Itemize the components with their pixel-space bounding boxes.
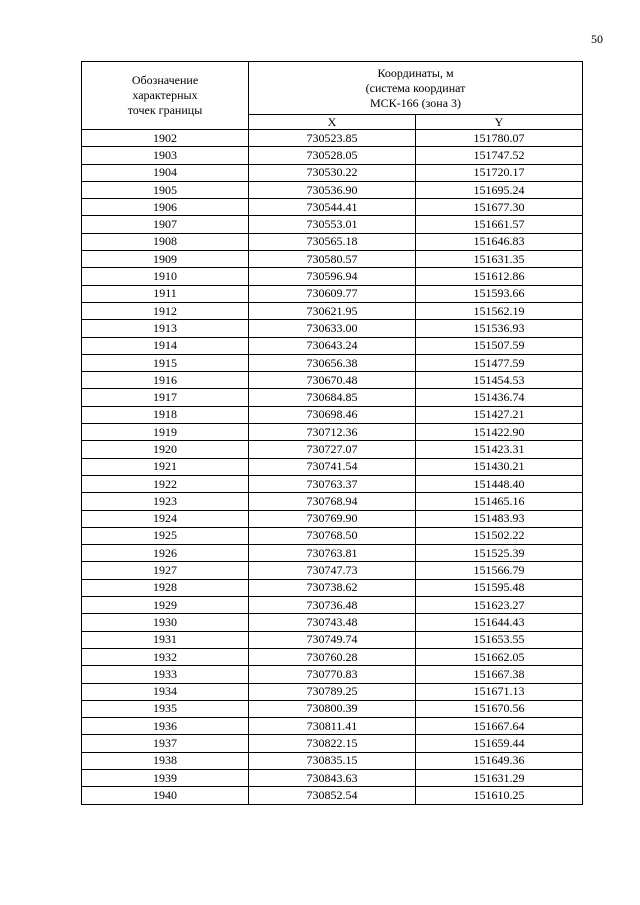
y-coordinate-cell: 151422.90 <box>416 424 583 441</box>
y-coordinate-cell: 151427.21 <box>416 406 583 423</box>
x-coordinate-cell: 730822.15 <box>249 735 416 752</box>
y-coordinate-cell: 151448.40 <box>416 475 583 492</box>
y-coordinate-cell: 151747.52 <box>416 147 583 164</box>
table-row <box>82 787 583 804</box>
point-id-cell: 1909 <box>82 251 249 268</box>
y-coordinate-cell: 151502.22 <box>416 527 583 544</box>
point-id-cell: 1934 <box>82 683 249 700</box>
point-id-cell: 1915 <box>82 354 249 371</box>
point-id-cell: 1919 <box>82 424 249 441</box>
x-coordinate-cell: 730621.95 <box>249 302 416 319</box>
y-coordinate-cell: 151649.36 <box>416 752 583 769</box>
x-coordinate-cell: 730743.48 <box>249 614 416 631</box>
y-coordinate-cell: 151612.86 <box>416 268 583 285</box>
table-row <box>82 441 583 458</box>
point-id-cell: 1917 <box>82 389 249 406</box>
header-points-cell <box>82 62 249 130</box>
x-coordinate-cell: 730580.57 <box>249 251 416 268</box>
point-id-cell: 1913 <box>82 320 249 337</box>
table-row <box>82 631 583 648</box>
table-row <box>82 597 583 614</box>
point-id-cell: 1910 <box>82 268 249 285</box>
x-coordinate-cell: 730643.24 <box>249 337 416 354</box>
y-coordinate-cell: 151423.31 <box>416 441 583 458</box>
point-id-cell: 1935 <box>82 700 249 717</box>
table-row <box>82 769 583 786</box>
x-coordinate-cell: 730769.90 <box>249 510 416 527</box>
point-id-cell: 1936 <box>82 718 249 735</box>
y-coordinate-cell: 151720.17 <box>416 164 583 181</box>
x-coordinate-cell: 730789.25 <box>249 683 416 700</box>
x-coordinate-cell: 730747.73 <box>249 562 416 579</box>
table-row <box>82 752 583 769</box>
table-row <box>82 181 583 198</box>
y-coordinate-cell: 151667.38 <box>416 666 583 683</box>
table-row <box>82 475 583 492</box>
point-id-cell: 1905 <box>82 181 249 198</box>
table-row <box>82 683 583 700</box>
y-coordinate-cell: 151566.79 <box>416 562 583 579</box>
point-id-cell: 1916 <box>82 372 249 389</box>
point-id-cell: 1918 <box>82 406 249 423</box>
table-body <box>82 130 583 805</box>
y-coordinate-cell: 151661.57 <box>416 216 583 233</box>
table-row <box>82 302 583 319</box>
x-coordinate-cell: 730741.54 <box>249 458 416 475</box>
table-row <box>82 216 583 233</box>
y-coordinate-cell: 151631.29 <box>416 769 583 786</box>
point-id-cell: 1920 <box>82 441 249 458</box>
table-row <box>82 164 583 181</box>
y-coordinate-cell: 151483.93 <box>416 510 583 527</box>
table-row <box>82 735 583 752</box>
point-id-cell: 1933 <box>82 666 249 683</box>
y-coordinate-cell: 151525.39 <box>416 545 583 562</box>
y-coordinate-cell: 151662.05 <box>416 648 583 665</box>
table-row <box>82 666 583 683</box>
y-coordinate-cell: 151646.83 <box>416 233 583 250</box>
y-coordinate-cell: 151595.48 <box>416 579 583 596</box>
table-row <box>82 406 583 423</box>
x-coordinate-cell: 730760.28 <box>249 648 416 665</box>
x-coordinate-cell: 730544.41 <box>249 199 416 216</box>
y-coordinate-cell: 151623.27 <box>416 597 583 614</box>
table-row <box>82 354 583 371</box>
table-row <box>82 527 583 544</box>
point-id-cell: 1904 <box>82 164 249 181</box>
point-id-cell: 1939 <box>82 769 249 786</box>
table-row <box>82 389 583 406</box>
y-coordinate-cell: 151436.74 <box>416 389 583 406</box>
y-coordinate-cell: 151536.93 <box>416 320 583 337</box>
header-y: Y <box>416 115 583 130</box>
x-coordinate-cell: 730763.37 <box>249 475 416 492</box>
x-coordinate-cell: 730698.46 <box>249 406 416 423</box>
point-id-cell: 1908 <box>82 233 249 250</box>
x-coordinate-cell: 730843.63 <box>249 769 416 786</box>
point-id-cell: 1902 <box>82 130 249 147</box>
x-coordinate-cell: 730596.94 <box>249 268 416 285</box>
x-coordinate-cell: 730763.81 <box>249 545 416 562</box>
y-coordinate-cell: 151671.13 <box>416 683 583 700</box>
x-coordinate-cell: 730656.38 <box>249 354 416 371</box>
point-id-cell: 1938 <box>82 752 249 769</box>
y-coordinate-cell: 151677.30 <box>416 199 583 216</box>
x-coordinate-cell: 730528.05 <box>249 147 416 164</box>
table-row <box>82 285 583 302</box>
y-coordinate-cell: 151695.24 <box>416 181 583 198</box>
point-id-cell: 1912 <box>82 302 249 319</box>
y-coordinate-cell: 151593.66 <box>416 285 583 302</box>
header-x: X <box>249 115 416 130</box>
point-id-cell: 1937 <box>82 735 249 752</box>
x-coordinate-cell: 730684.85 <box>249 389 416 406</box>
x-coordinate-cell: 730852.54 <box>249 787 416 804</box>
point-id-cell: 1906 <box>82 199 249 216</box>
x-coordinate-cell: 730712.36 <box>249 424 416 441</box>
x-coordinate-cell: 730727.07 <box>249 441 416 458</box>
point-id-cell: 1931 <box>82 631 249 648</box>
point-id-cell: 1907 <box>82 216 249 233</box>
x-coordinate-cell: 730523.85 <box>249 130 416 147</box>
point-id-cell: 1911 <box>82 285 249 302</box>
y-coordinate-cell: 151659.44 <box>416 735 583 752</box>
y-coordinate-cell: 151653.55 <box>416 631 583 648</box>
y-coordinate-cell: 151430.21 <box>416 458 583 475</box>
y-coordinate-cell: 151670.56 <box>416 700 583 717</box>
point-id-cell: 1929 <box>82 597 249 614</box>
point-id-cell: 1928 <box>82 579 249 596</box>
x-coordinate-cell: 730633.00 <box>249 320 416 337</box>
x-coordinate-cell: 730768.94 <box>249 493 416 510</box>
coordinates-table <box>81 61 583 805</box>
x-coordinate-cell: 730749.74 <box>249 631 416 648</box>
table-row <box>82 562 583 579</box>
x-coordinate-cell: 730811.41 <box>249 718 416 735</box>
point-id-cell: 1927 <box>82 562 249 579</box>
point-id-cell: 1923 <box>82 493 249 510</box>
x-coordinate-cell: 730530.22 <box>249 164 416 181</box>
table-row <box>82 320 583 337</box>
x-coordinate-cell: 730553.01 <box>249 216 416 233</box>
y-coordinate-cell: 151780.07 <box>416 130 583 147</box>
table-row <box>82 268 583 285</box>
table-row <box>82 648 583 665</box>
point-id-cell: 1930 <box>82 614 249 631</box>
table-row <box>82 579 583 596</box>
x-coordinate-cell: 730768.50 <box>249 527 416 544</box>
y-coordinate-cell: 151562.19 <box>416 302 583 319</box>
y-coordinate-cell: 151477.59 <box>416 354 583 371</box>
x-coordinate-cell: 730800.39 <box>249 700 416 717</box>
x-coordinate-cell: 730609.77 <box>249 285 416 302</box>
table-row <box>82 233 583 250</box>
table-row <box>82 372 583 389</box>
table-row <box>82 337 583 354</box>
point-id-cell: 1922 <box>82 475 249 492</box>
table-row <box>82 510 583 527</box>
y-coordinate-cell: 151610.25 <box>416 787 583 804</box>
point-id-cell: 1925 <box>82 527 249 544</box>
table-row <box>82 199 583 216</box>
y-coordinate-cell: 151667.64 <box>416 718 583 735</box>
table-row <box>82 424 583 441</box>
table-row <box>82 251 583 268</box>
table-row <box>82 458 583 475</box>
y-coordinate-cell: 151644.43 <box>416 614 583 631</box>
header-coords-cell <box>249 62 583 115</box>
point-id-cell: 1914 <box>82 337 249 354</box>
x-coordinate-cell: 730536.90 <box>249 181 416 198</box>
x-coordinate-cell: 730835.15 <box>249 752 416 769</box>
table-row <box>82 545 583 562</box>
table-row <box>82 614 583 631</box>
point-id-cell: 1932 <box>82 648 249 665</box>
point-id-cell: 1926 <box>82 545 249 562</box>
point-id-cell: 1924 <box>82 510 249 527</box>
header-row <box>82 62 583 115</box>
table-row <box>82 493 583 510</box>
table-header <box>82 62 583 130</box>
table-row <box>82 718 583 735</box>
header-points-label: Обозначение характерных точек границы <box>127 73 203 117</box>
table-row <box>82 147 583 164</box>
x-coordinate-cell: 730736.48 <box>249 597 416 614</box>
x-coordinate-cell: 730565.18 <box>249 233 416 250</box>
x-coordinate-cell: 730670.48 <box>249 372 416 389</box>
point-id-cell: 1940 <box>82 787 249 804</box>
table-row <box>82 130 583 147</box>
y-coordinate-cell: 151465.16 <box>416 493 583 510</box>
x-coordinate-cell: 730770.83 <box>249 666 416 683</box>
point-id-cell: 1921 <box>82 458 249 475</box>
point-id-cell: 1903 <box>82 147 249 164</box>
y-coordinate-cell: 151454.53 <box>416 372 583 389</box>
x-coordinate-cell: 730738.62 <box>249 579 416 596</box>
y-coordinate-cell: 151631.35 <box>416 251 583 268</box>
table-row <box>82 700 583 717</box>
header-coords-label: Координаты, м (система координат МСК-166 (зона 3) <box>365 65 466 110</box>
page-number: 50 <box>591 32 603 46</box>
y-coordinate-cell: 151507.59 <box>416 337 583 354</box>
